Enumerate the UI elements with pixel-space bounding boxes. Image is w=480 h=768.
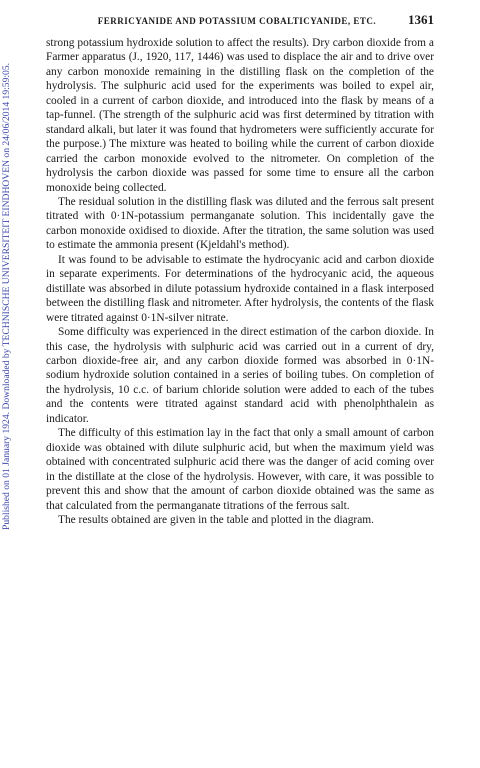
body-paragraph: The difficulty of this estimation lay in the fact that only a small amount of carbon dioxide was obtained with dilute sulphuric acid, but when the maximum yield was obtained with concentrated sulphuric acid there was the danger of acid coming over in the distillate at the close of the hydrolysis. However, with care, it was possible to prevent this and show that the amount of carbon dioxide obtained was the same as that calculated from the permanganate titrations of the ferrous salt. [46, 427, 434, 512]
body-paragraph: It was found to be advisable to estimate the hydrocyanic acid and carbon dioxide in separate experiments. For determinations of the hydrocyanic acid, the aqueous distillate was absorbed in dilute potassium hydroxide contained in a flask interposed between the distilling flask and nitrometer. After hydrolysis, the contents of the flask were titrated against 0·1N-silver nitrate. [46, 253, 434, 324]
journal-page [46, 8, 434, 527]
body-paragraph: The residual solution in the distilling flask was diluted and the ferrous salt present titrated with 0·1N-potassium permanganate solution. This incidentally gave the carbon monoxide oxidised to dioxide. After the titration, the same solution was used to estimate the ammonia present (Kjeldahl's method). [46, 195, 434, 252]
body-paragraph: The results obtained are given in the table and plotted in the diagram. [58, 513, 374, 526]
body-paragraph: strong potassium hydroxide solution to affect the results). Dry carbon dioxide from a Farmer apparatus (J., 1920, 117, 1446) was used to displace the air and to drive over any carbon monoxide remaining in the distilling flask on the completion of the hydrolysis. The sulphuric acid used for the experiments was boiled to expel air, cooled in a current of carbon dioxide, and introduced into the flask by means of a tap-funnel. (The strength of the sulphuric acid was first determined by titration with standard alkali, but later it was found that hydrometers were sufficiently accurate for the purpose.) The mixture was heated to boiling while the current of carbon dioxide carried the carbon monoxide evolved to the nitrometer. On completion of the hydrolysis the carbon dioxide was passed for some time to ensure all the carbon monoxide being collected. [46, 37, 434, 194]
running-header [46, 8, 434, 30]
page-number: 1361 [408, 12, 434, 27]
running-title: FERRICYANIDE AND POTASSIUM COBALTICYANIDE, ETC. [97, 16, 377, 26]
download-watermark [0, 0, 14, 768]
download-watermark-text: Published on 01 January 1924. Downloaded by TECHNISCHE UNIVERSITEIT EINDHOVEN on 24/06/2014 19:59:05. [1, 62, 12, 530]
body-paragraph: Some difficulty was experienced in the direct estimation of the carbon dioxide. In this case, the hydrolysis with sulphuric acid was carried out in a current of dry, carbon dioxide-free air, and any carbon dioxide formed was absorbed in 0·1N-sodium hydroxide solution contained in a series of boiling tubes. On completion of the hydrolysis, 10 c.c. of barium chloride solution were added to each of the tubes and the contents were titrated against standard acid with phenolphthalein as indicator. [46, 326, 434, 425]
